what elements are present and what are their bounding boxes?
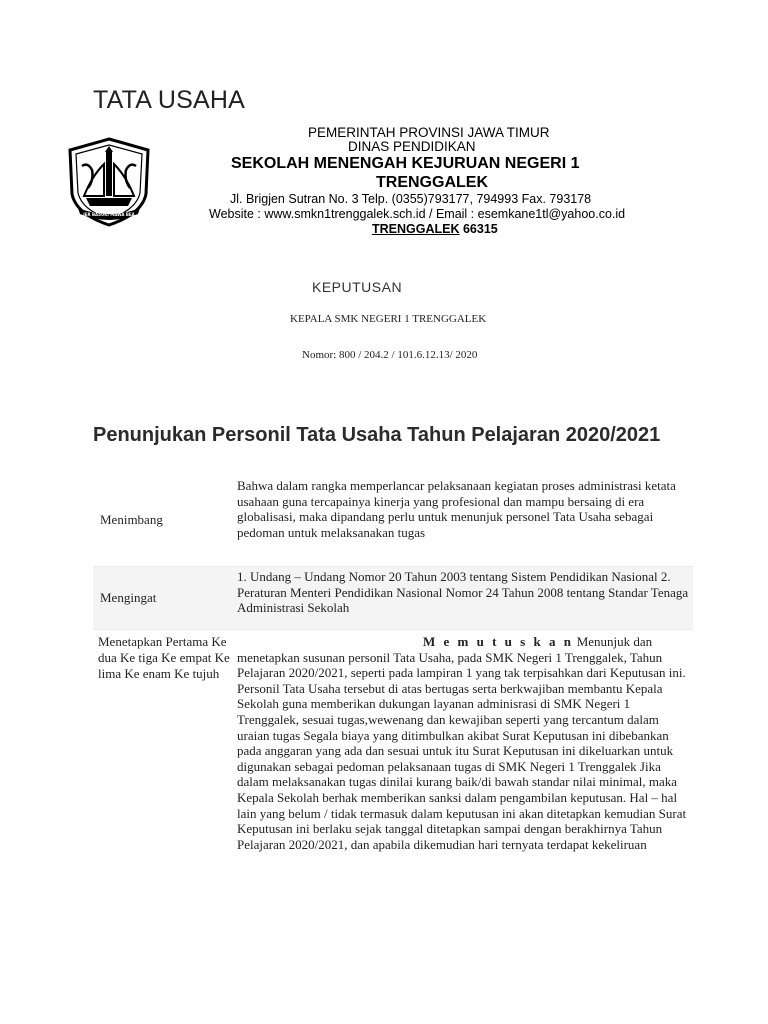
row-label: Mengingat — [100, 590, 157, 605]
school-name: SEKOLAH MENENGAH KEJURUAN NEGERI 1 — [231, 155, 580, 172]
decree-table — [93, 474, 693, 930]
page-heading: TATA USAHA — [93, 86, 246, 114]
department-line: DINAS PENDIDIKAN — [348, 139, 476, 154]
row-text: Menunjuk dan menetapkan susunan personil Tata Usaha, pada SMK Negeri 1 Trenggalek, Tahun Pelajaran 2020/2021, seperti pada lampiran 1 yang tak terpisahkan dari Keputusan ini. Personil Tata Usaha tersebut di atas bertugas serta berkwajiban membantu Kepala Sekolah guna memberikan dukungan layanan adminisrasi di SMK Negeri 1 Trenggalek, sesuai tugas,wewenang dan kewajiban seperti yang tercantum dalam uraian tugas Segala biaya yang ditimbulkan akibat Surat Keputusan ini dibebankan pada anggaran yang ada dan sesuai untuk itu Surat Keputusan ini dikeluarkan untuk digunakan sebagai pedoman pelaksanaan tugas di SMK Negeri 1 Trenggalek Jika dalam melaksanakan tugas dinilai kurang baik/di bawah standar nilai minimal, maka Kepala Sekolah berhak memberikan sanksi dalam pengambilan keputusan. Hal – hal lain yang belum / tidak termasuk dalam keputusan ini akan ditetapkan kemudian Surat Keputusan ini berlaku sejak tanggal ditetapkan sampai dengan berakhirnya Tahun Pelajaran 2020/2021, dan apabila dikemudian hari ternyata terdapat kekeliruan — [237, 634, 687, 852]
table-row — [93, 630, 693, 930]
letterhead-text — [206, 126, 625, 237]
row-content — [231, 630, 693, 930]
row-text: Bahwa dalam rangka memperlancar pelaksanaan kegiatan proses administrasi ketata usahaan guna tercapainya kinerja yang profesional dan mampu bersaing di era globalisasi, maka dipandang perlu untuk menunjuk personel Tata Usaha sebagai pedoman untuk melaksanakan tugas — [237, 478, 676, 540]
letterhead — [64, 126, 704, 236]
decree-number: Nomor: 800 / 204.2 / 101.6.12.13/ 2020 — [302, 349, 478, 361]
table-row — [93, 567, 693, 630]
decide-heading: M e m u t u s k a n — [423, 634, 574, 649]
school-city: TRENGGALEK — [376, 174, 488, 191]
east-java-crest-icon — [64, 136, 154, 228]
row-text: 1. Undang – Undang Nomor 20 Tahun 2003 tentang Sistem Pendidikan Nasional 2. Peraturan Menteri Pendidikan Nasional Nomor 24 Tahun 2008 tentang Standar Tenaga Administrasi Sekolah — [237, 569, 689, 616]
document-title: Penunjukan Personil Tata Usaha Tahun Pelajaran 2020/2021 — [93, 424, 661, 446]
zip-code: 66315 — [462, 222, 498, 236]
table-row — [93, 474, 693, 567]
school-address: Jl. Brigjen Sutran No. 3 Telp. (0355)793177, 794993 Fax. 793178 — [230, 192, 592, 206]
school-zip — [206, 222, 625, 237]
decree-title: KEPUTUSAN — [312, 279, 403, 295]
province-line: PEMERINTAH PROVINSI JAWA TIMUR — [308, 125, 550, 140]
decree-subtitle: KEPALA SMK NEGERI 1 TRENGGALEK — [290, 313, 487, 325]
school-website: Website : www.smkn1trenggalek.sch.id / Email : esemkane1tl@yahoo.co.id — [209, 207, 626, 221]
row-label: Menetapkan Pertama Ke dua Ke tiga Ke empat Ke lima Ke enam Ke tujuh — [98, 634, 230, 681]
crest-motto: JER BASUKI MAWA BEA — [83, 212, 135, 217]
zip-city: TRENGGALEK — [372, 222, 460, 236]
row-label: Menimbang — [100, 512, 163, 527]
